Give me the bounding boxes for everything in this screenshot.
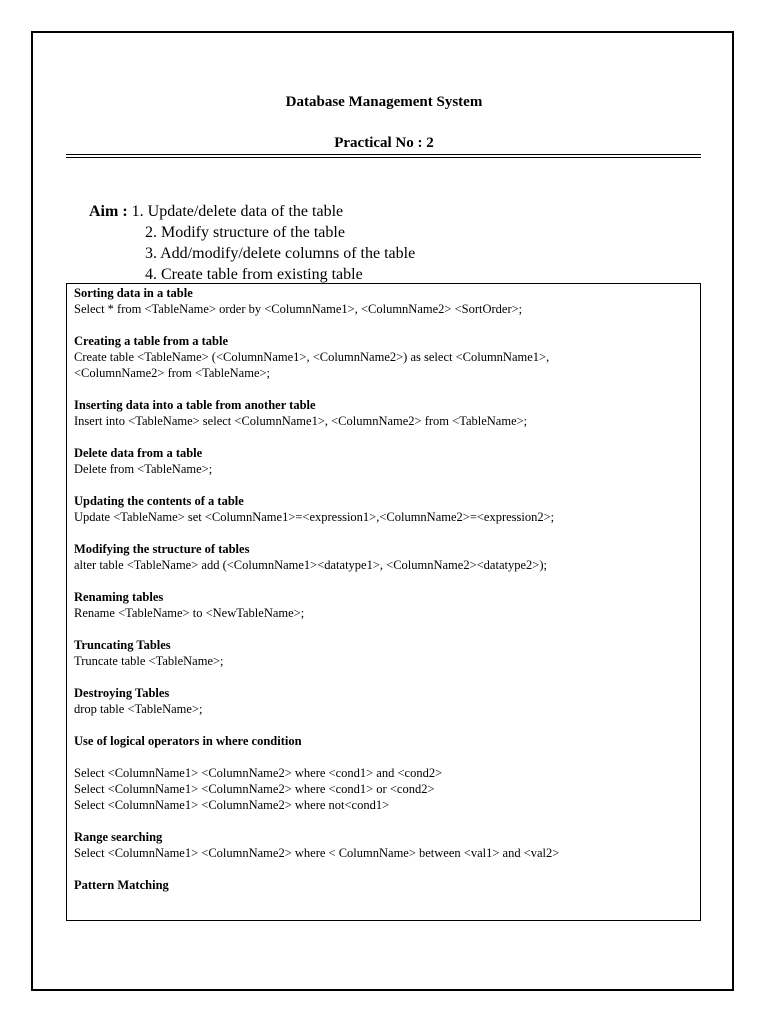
section-insert-from-table [74, 397, 693, 429]
section-title: Updating the contents of a table [74, 494, 244, 508]
section-logical-operators [74, 733, 693, 813]
section-delete [74, 445, 693, 477]
section-title: Range searching [74, 830, 163, 844]
section-title: Sorting data in a table [74, 286, 193, 300]
section-pattern-matching [74, 877, 693, 893]
syntax-line: Rename <TableName> to <NewTableName>; [74, 606, 305, 620]
section-title: Inserting data into a table from another table [74, 398, 316, 412]
section-title: Delete data from a table [74, 446, 203, 460]
aim-item: 2. Modify structure of the table [145, 224, 345, 241]
aim-label: Aim : [89, 203, 128, 220]
section-title: Truncating Tables [74, 638, 171, 652]
syntax-line: Select <ColumnName1> <ColumnName2> where <cond1> or <cond2> [74, 782, 435, 796]
section-create-from-table [74, 333, 693, 381]
practical-number: Practical No : 2 [334, 135, 434, 151]
syntax-line: Truncate table <TableName>; [74, 654, 224, 668]
section-alter [74, 541, 693, 573]
aim-item-text: 1. Update/delete data of the table [131, 203, 344, 220]
header-divider [66, 154, 701, 158]
aim-item: 3. Add/modify/delete columns of the table [145, 245, 416, 262]
syntax-line: Select * from <TableName> order by <ColumnName1>, <ColumnName2> <SortOrder>; [74, 302, 523, 316]
section-truncate [74, 637, 693, 669]
syntax-line: Create table <TableName> (<ColumnName1>, <ColumnName2>) as select <ColumnName1>, [74, 350, 550, 364]
section-update [74, 493, 693, 525]
section-title: Use of logical operators in where condition [74, 734, 302, 748]
section-title: Destroying Tables [74, 686, 170, 700]
aim-block [89, 201, 415, 285]
section-drop [74, 685, 693, 717]
section-sorting [74, 285, 693, 317]
section-range-searching [74, 829, 693, 861]
section-title: Pattern Matching [74, 878, 169, 892]
syntax-line: Insert into <TableName> select <ColumnName1>, <ColumnName2> from <TableName>; [74, 414, 528, 428]
aim-item [89, 201, 415, 222]
syntax-line: Delete from <TableName>; [74, 462, 213, 476]
section-rename [74, 589, 693, 621]
syntax-line: Update <TableName> set <ColumnName1>=<expression1>,<ColumnName2>=<expression2>; [74, 510, 555, 524]
syntax-line: Select <ColumnName1> <ColumnName2> where not<cond1> [74, 798, 390, 812]
syntax-line: drop table <TableName>; [74, 702, 203, 716]
section-title: Creating a table from a table [74, 334, 229, 348]
syntax-line: Select <ColumnName1> <ColumnName2> where < ColumnName> between <val1> and <val2> [74, 846, 560, 860]
syntax-line: alter table <TableName> add (<ColumnName1><datatype1>, <ColumnName2><datatype2>); [74, 558, 547, 572]
syntax-content-box [66, 283, 701, 921]
section-title: Renaming tables [74, 590, 164, 604]
syntax-line: Select <ColumnName1> <ColumnName2> where <cond1> and <cond2> [74, 766, 443, 780]
aim-item: 4. Create table from existing table [145, 266, 363, 283]
syntax-line: <ColumnName2> from <TableName>; [74, 366, 271, 380]
section-title: Modifying the structure of tables [74, 542, 250, 556]
document-title: Database Management System [285, 94, 483, 110]
